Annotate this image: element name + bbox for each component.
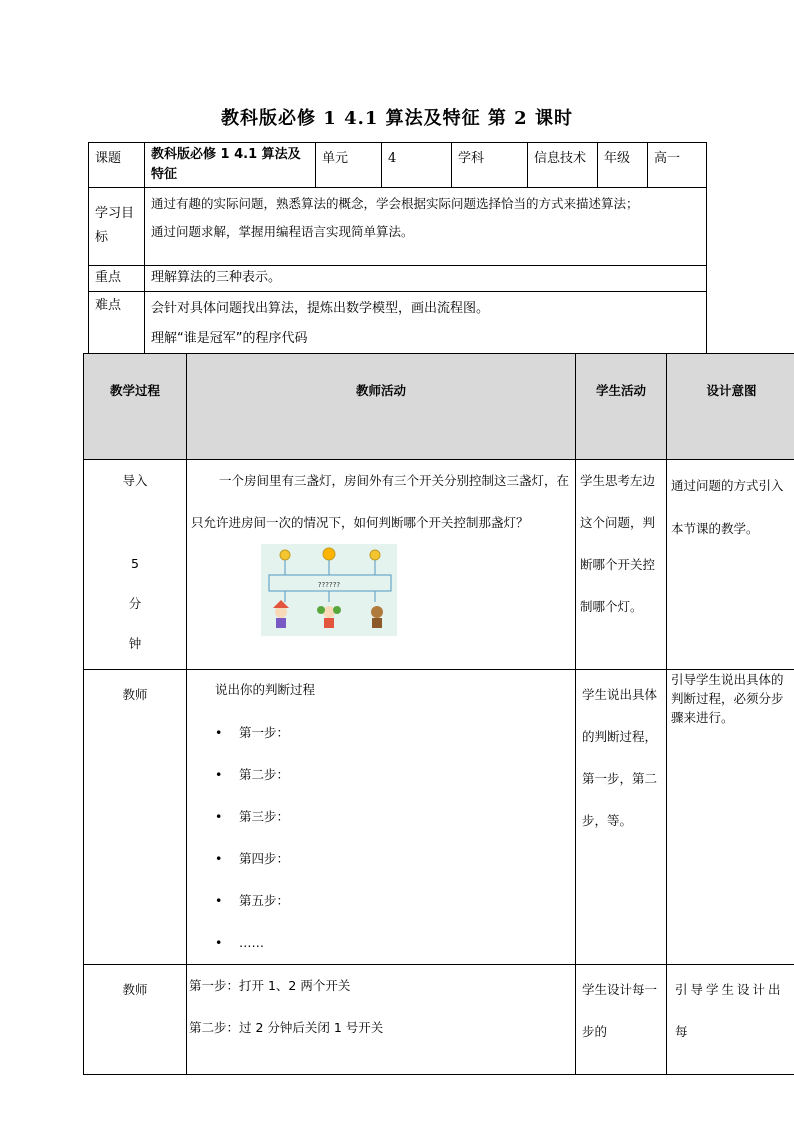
process-header-row bbox=[84, 354, 794, 460]
steps-list bbox=[215, 712, 571, 964]
goals-value bbox=[145, 188, 707, 266]
difficult-value bbox=[145, 292, 707, 357]
topic-value: 教科版必修 1 4.1 算法及特征 bbox=[145, 143, 316, 188]
header-teacher: 教师活动 bbox=[187, 354, 576, 460]
clown-icon bbox=[317, 606, 341, 628]
goals-label: 学习目标 bbox=[89, 188, 145, 266]
intro-question: 一个房间里有三盏灯，房间外有三个开关分别控制这三盏灯，在只允许进房间一次的情况下，如何判断哪个开关控制那盏灯？ bbox=[191, 473, 570, 530]
design-intent-solution: 引导学生设计出每 bbox=[667, 965, 794, 1075]
stage-name: 导入 bbox=[122, 473, 148, 488]
lesson-info-table bbox=[88, 142, 707, 357]
unit-label: 单元 bbox=[316, 143, 382, 188]
lightbulb-illustration bbox=[261, 544, 397, 636]
step-item: • 第二步： bbox=[215, 754, 571, 796]
teacher-activity-solution bbox=[187, 965, 576, 1075]
bulb-icon bbox=[370, 550, 380, 560]
page-title: 教科版必修 1 4.1 算法及特征 第 2 课时 bbox=[221, 108, 573, 129]
process-row-teacher-1 bbox=[84, 670, 794, 965]
bear-icon bbox=[371, 606, 383, 628]
subject-label: 学科 bbox=[452, 143, 528, 188]
bulb-icon bbox=[323, 548, 335, 560]
key-value: 理解算法的三种表示。 bbox=[145, 266, 707, 292]
student-activity-solution: 学生设计每一步的 bbox=[576, 965, 667, 1075]
goals-line-1: 通过有趣的实际问题，熟悉算法的概念，学会根据实际问题选择恰当的方式来描述算法； bbox=[151, 196, 639, 211]
steps-title: 说出你的判断过程 bbox=[215, 682, 316, 697]
teacher-activity-steps bbox=[187, 670, 576, 965]
grade-value: 高一 bbox=[648, 143, 707, 188]
stage-intro bbox=[84, 460, 187, 670]
header-process: 教学过程 bbox=[84, 354, 187, 460]
clown-icon bbox=[273, 600, 289, 628]
header-intent: 设计意图 bbox=[667, 354, 794, 460]
difficult-line-1: 会针对具体问题找出算法，提炼出数学模型，画出流程图。 bbox=[151, 301, 490, 316]
stage-teacher-2: 教师 bbox=[84, 965, 187, 1075]
process-row-intro bbox=[84, 460, 794, 670]
stage-teacher-1: 教师 bbox=[84, 670, 187, 965]
topic-label: 课题 bbox=[89, 143, 145, 188]
header-student: 学生活动 bbox=[576, 354, 667, 460]
unit-value: 4 bbox=[382, 143, 452, 188]
step-item: • 第三步： bbox=[215, 796, 571, 838]
step-item: • …… bbox=[215, 922, 571, 964]
student-activity-intro: 学生思考左边这个问题，判断哪个开关控制哪个灯。 bbox=[576, 460, 667, 670]
diagram-caption: ?????? bbox=[317, 581, 341, 589]
solution-step-1: 第一步：打开 1、2 两个开关 bbox=[189, 978, 351, 993]
step-item: • 第五步： bbox=[215, 880, 571, 922]
step-item: • 第一步： bbox=[215, 712, 571, 754]
teaching-process-table bbox=[83, 353, 794, 1075]
stage-time: 5分钟 bbox=[128, 556, 142, 651]
student-activity-steps: 学生说出具体的判断过程，第一步，第二步，等。 bbox=[576, 670, 667, 965]
step-item: • 第四步： bbox=[215, 838, 571, 880]
subject-value: 信息技术 bbox=[528, 143, 598, 188]
difficult-label: 难点 bbox=[89, 292, 145, 357]
design-intent-steps: 引导学生说出具体的判断过程，必须分步骤来进行。 bbox=[667, 670, 794, 965]
difficult-line-2: 理解“谁是冠军”的程序代码 bbox=[151, 331, 308, 346]
goals-line-2: 通过问题求解，掌握用编程语言实现简单算法。 bbox=[151, 224, 414, 239]
bulb-icon bbox=[280, 550, 290, 560]
design-intent-intro: 通过问题的方式引入本节课的教学。 bbox=[667, 460, 794, 670]
solution-step-2: 第二步：过 2 分钟后关闭 1 号开关 bbox=[189, 1020, 384, 1035]
teacher-activity-intro bbox=[187, 460, 576, 670]
process-row-teacher-2 bbox=[84, 965, 794, 1075]
bulb-switch-diagram bbox=[261, 544, 397, 636]
grade-label: 年级 bbox=[598, 143, 648, 188]
key-label: 重点 bbox=[89, 266, 145, 292]
